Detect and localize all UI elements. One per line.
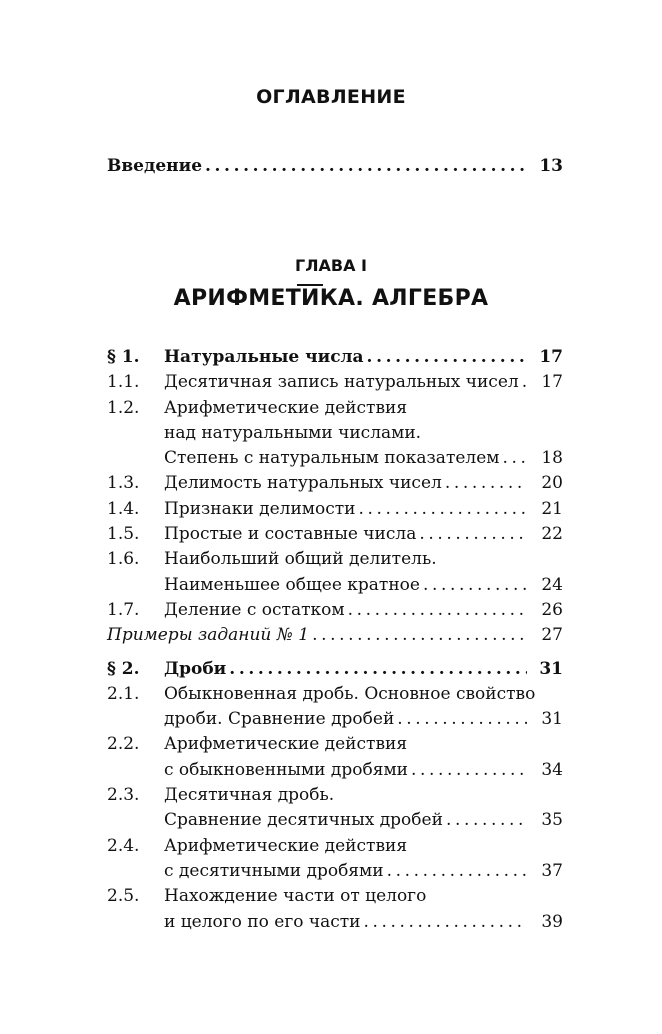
toc-entry-number: 2.5. [107,886,140,907]
chapter-label: ГЛАВА I [295,256,367,275]
toc-entry-number: 2.3. [107,785,140,806]
toc-entry-title: над натуральными числами. [164,422,422,443]
dot-leader [411,758,527,783]
toc-entry-title: Арифметические действия [164,397,408,418]
toc-page-number: 20 [541,473,563,494]
toc-entry[interactable] [107,370,563,395]
dot-leader [229,657,527,682]
toc-entry-title: Наименьшее общее кратное [164,574,420,595]
toc-entry[interactable] [107,783,563,834]
dot-leader [348,598,527,623]
page-title: ОГЛАВЛЕНИЕ [256,86,406,108]
toc-entry-title: Натуральные числа [164,347,364,367]
toc-entry-number: 1.4. [107,498,140,519]
dot-leader [503,446,528,471]
dot-leader [419,522,527,547]
toc-page-number: 18 [541,448,563,469]
toc-entry[interactable] [107,396,563,472]
dot-leader [387,859,527,884]
toc-page-number: 31 [541,709,563,730]
toc-entry[interactable] [107,834,563,885]
dot-leader [445,471,527,496]
toc-entry-number: 1.2. [107,397,140,418]
toc-entry-title: Введение [107,156,203,176]
dot-leader [312,623,527,648]
dot-leader [397,707,527,732]
toc-entry[interactable] [107,682,563,733]
toc-page-number: 26 [541,599,563,620]
toc-entry[interactable] [107,732,563,783]
toc-entry-title: Наибольший общий делитель. [164,549,437,570]
toc-entry-number: 1.6. [107,549,140,570]
toc-page-number: 13 [539,156,563,176]
toc-entry-number: 1.5. [107,524,140,545]
dot-leader [446,808,527,833]
toc-entry-title: Дроби [164,658,227,679]
toc-entry-title: дроби. Сравнение дробей [164,709,395,730]
toc-entry[interactable] [107,598,563,623]
toc-entry-title: Признаки делимости [164,498,356,519]
toc-entry[interactable] [107,522,563,547]
toc-entry[interactable] [107,657,563,682]
toc-entry-title: Деление с остатком [164,599,345,620]
toc-page-number: 17 [539,347,563,367]
toc-page-number: 39 [541,911,563,932]
toc-page-number: 21 [541,498,563,519]
toc-entry-title: Арифметические действия [164,734,408,755]
toc-entry-number: § 1. [107,347,140,367]
toc-entry-number: 1.7. [107,599,140,620]
toc-entry[interactable] [107,884,563,935]
toc-entry-title: Сравнение десятичных дробей [164,810,443,831]
toc-page-number: 24 [541,574,563,595]
toc-page-number: 17 [541,372,563,393]
toc-entry-title: Примеры заданий № 1 [107,625,310,646]
toc-entry-title: Десятичная дробь. [164,785,335,806]
toc-entry[interactable] [107,623,563,648]
toc-entry[interactable] [107,471,563,496]
toc-entry-title: с десятичными дробями [164,860,384,881]
toc-page-number: 27 [541,625,563,646]
toc-entry-number: 1.1. [107,372,140,393]
toc-entry-number: 2.1. [107,683,140,704]
dot-leader [359,497,527,522]
toc-entry-number: 2.2. [107,734,140,755]
toc-entry[interactable] [107,345,563,370]
dot-leader [522,370,527,395]
toc-intro[interactable] [107,154,563,179]
chapter-title: АРИФМЕТИКА. АЛГЕБРА [173,286,489,311]
toc-page-number: 34 [541,759,563,780]
toc-entry-number: 1.3. [107,473,140,494]
toc-entry-title: с обыкновенными дробями [164,759,408,780]
toc-entry-title: и целого по его части [164,911,361,932]
toc-page-number: 22 [541,524,563,545]
toc-entry-title: Десятичная запись натуральных чисел [164,372,519,393]
toc-entry-number: § 2. [107,658,140,679]
table-of-contents [107,345,563,935]
toc-page-number: 35 [541,810,563,831]
dot-leader [364,910,527,935]
dot-leader [423,573,527,598]
dot-leader [205,154,527,179]
toc-entry-title: Степень с натуральным показателем [164,448,500,469]
toc-entry[interactable] [107,547,563,598]
toc-entry[interactable] [107,497,563,522]
toc-entry-title: Обыкновенная дробь. Основное свойство [164,683,536,704]
toc-entry-title: Делимость натуральных чисел [164,473,442,494]
toc-entry-title: Простые и составные числа [164,524,417,545]
toc-entry-title: Арифметические действия [164,835,408,856]
dot-leader [367,345,527,370]
toc-page-number: 37 [541,860,563,881]
toc-entry-number: 2.4. [107,835,140,856]
toc-page-number: 31 [539,658,563,679]
toc-entry-title: Нахождение части от целого [164,886,427,907]
